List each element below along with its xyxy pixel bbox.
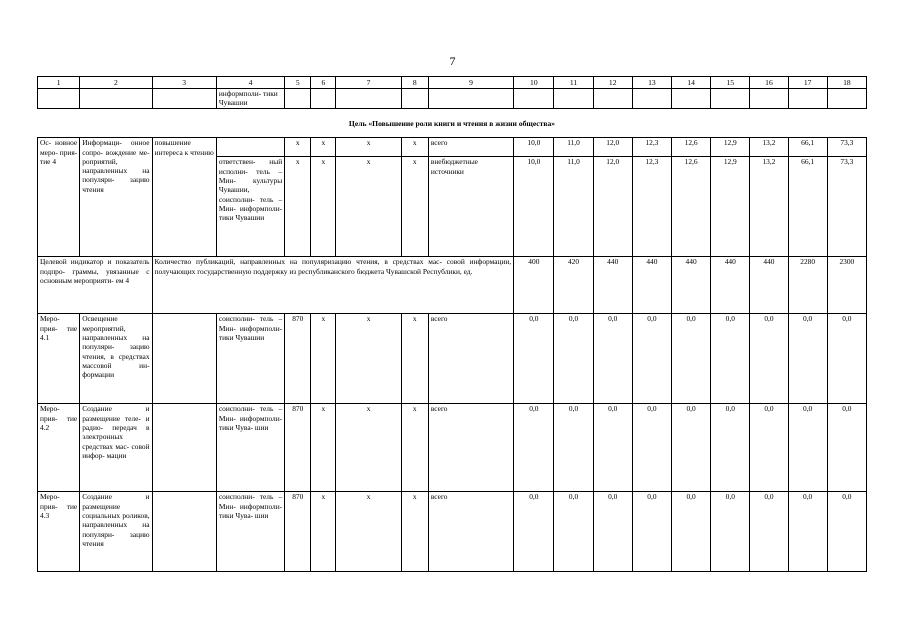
measure-label: Меро- прия- тие 4.3 [38, 492, 80, 572]
code-cell: x [311, 314, 336, 404]
value-cell: 0,0 [788, 404, 827, 492]
main-event-label: Ос- новное меро- прия- тие 4 [38, 138, 80, 257]
funding-source: всего [428, 492, 513, 572]
value-cell: 66,1 [788, 138, 827, 157]
code-cell: x [401, 404, 428, 492]
header-col: 7 [336, 77, 401, 89]
code-cell: 870 [285, 314, 311, 404]
indicator-value: 400 [514, 257, 554, 314]
indicator-value: 420 [554, 257, 593, 314]
measure-name: Освещение мероприятий, направленных на популяри- зацию чтения, в средствах массовой ин- формации [80, 314, 152, 404]
header-col: 9 [428, 77, 513, 89]
main-event-name: Информаци- онное сопро- вождение ме- роприятий, направленных на популяри- зацию чтения [80, 138, 152, 257]
measure-executor: соисполни- тель – Мин- информполи- тики Чува- шии [216, 492, 284, 572]
value-cell: 0,0 [672, 404, 711, 492]
header-col: 5 [285, 77, 311, 89]
value-cell: 12,0 [593, 157, 632, 257]
header-col: 4 [216, 77, 284, 89]
header-col: 8 [401, 77, 428, 89]
measure-row [38, 492, 867, 572]
funding-source: всего [428, 138, 513, 157]
value-cell: 13,2 [750, 138, 788, 157]
main-event-purpose: повышение интереса к чтению [152, 138, 216, 157]
indicator-label: Целевой индикатор и показатель подпро- граммы, увязанные с основным мероприяти- ем 4 [38, 257, 153, 314]
value-cell: 0,0 [554, 404, 593, 492]
indicator-value: 2280 [788, 257, 827, 314]
value-cell: 0,0 [593, 492, 632, 572]
header-col: 11 [554, 77, 593, 89]
header-col: 3 [152, 77, 216, 89]
code-cell: x [401, 314, 428, 404]
value-cell: 0,0 [554, 492, 593, 572]
measure-purpose [152, 404, 216, 492]
header-col: 17 [788, 77, 827, 89]
header-col: 15 [711, 77, 750, 89]
value-cell: 0,0 [750, 404, 788, 492]
value-cell: 0,0 [711, 492, 750, 572]
measure-executor: соисполни- тель – Мин- информполи- тики Чува- шии [216, 404, 284, 492]
code-cell: x [311, 492, 336, 572]
header-col: 1 [38, 77, 80, 89]
value-cell: 0,0 [711, 314, 750, 404]
value-cell: 0,0 [632, 314, 671, 404]
header-col: 14 [672, 77, 711, 89]
code-cell: 870 [285, 492, 311, 572]
code-cell: x [285, 157, 311, 257]
value-cell: 11,0 [554, 157, 593, 257]
indicator-value: 440 [593, 257, 632, 314]
value-cell: 73,3 [827, 157, 866, 257]
measure-name: Создание и размещение теле- и радио- передач в электронных средствах мас- совой инфор- мации [80, 404, 152, 492]
code-cell: x [336, 138, 401, 157]
value-cell: 0,0 [632, 492, 671, 572]
measure-executor: соисполни- тель – Мин- информполи- тики Чувашии [216, 314, 284, 404]
purpose-continuation [152, 157, 216, 257]
value-cell: 0,0 [672, 314, 711, 404]
header-col: 13 [632, 77, 671, 89]
code-cell: x [401, 138, 428, 157]
indicator-value: 440 [672, 257, 711, 314]
indicator-value: 440 [632, 257, 671, 314]
code-cell: x [311, 404, 336, 492]
value-cell: 10,0 [514, 157, 554, 257]
code-cell: x [336, 314, 401, 404]
value-cell: 0,0 [554, 314, 593, 404]
value-cell: 0,0 [827, 314, 866, 404]
header-row [38, 77, 867, 89]
header-col: 12 [593, 77, 632, 89]
code-cell: 870 [285, 404, 311, 492]
main-event-row-extrabudget [38, 157, 867, 257]
value-cell: 0,0 [750, 492, 788, 572]
value-cell: 12,6 [672, 138, 711, 157]
value-cell: 0,0 [632, 404, 671, 492]
indicator-value: 440 [711, 257, 750, 314]
header-col: 18 [827, 77, 866, 89]
goal-row [38, 109, 867, 138]
code-cell: x [401, 157, 428, 257]
indicator-value: 440 [750, 257, 788, 314]
header-col: 10 [514, 77, 554, 89]
code-cell: x [311, 157, 336, 257]
header-col: 16 [750, 77, 788, 89]
funding-source: всего [428, 404, 513, 492]
page-number: 7 [449, 54, 456, 68]
value-cell: 0,0 [788, 314, 827, 404]
main-event-executor: ответствен- ный исполни- тель – Мин- культуры Чувашии, соисполни- тель – Мин- информполи- тики Чувашии [216, 157, 284, 257]
header-col: 2 [80, 77, 152, 89]
indicator-text: Количество публикаций, направленных на популяризацию чтения, в средствах мас- совой информации, получающих государственную поддержку из республиканского бюджета Чувашской Республики, ед. [152, 257, 514, 314]
value-cell: 0,0 [514, 404, 554, 492]
continuation-executor: информполи- тики Чувашии [216, 89, 284, 109]
code-cell: x [336, 492, 401, 572]
measure-purpose [152, 314, 216, 404]
value-cell: 0,0 [593, 404, 632, 492]
code-cell: x [336, 157, 401, 257]
value-cell: 12,0 [593, 138, 632, 157]
value-cell: 66,1 [788, 157, 827, 257]
value-cell: 0,0 [514, 314, 554, 404]
value-cell: 12,3 [632, 157, 671, 257]
main-event-executor-empty [216, 138, 284, 157]
indicator-value: 2300 [827, 257, 866, 314]
measure-label: Меро- прия- тие 4.1 [38, 314, 80, 404]
funding-source: всего [428, 314, 513, 404]
value-cell: 0,0 [514, 492, 554, 572]
code-cell: x [336, 404, 401, 492]
funding-source: внебюджетные источники [428, 157, 513, 257]
value-cell: 11,0 [554, 138, 593, 157]
program-table [37, 76, 867, 572]
indicator-row [38, 257, 867, 314]
value-cell: 0,0 [827, 404, 866, 492]
value-cell: 0,0 [788, 492, 827, 572]
measure-label: Меро- прия- тие 4.2 [38, 404, 80, 492]
value-cell: 12,3 [632, 138, 671, 157]
value-cell: 73,3 [827, 138, 866, 157]
measure-row [38, 314, 867, 404]
value-cell: 10,0 [514, 138, 554, 157]
continuation-row [38, 89, 867, 109]
code-cell: x [401, 492, 428, 572]
value-cell: 0,0 [711, 404, 750, 492]
measure-name: Создание и размещение социальных роликов, направленных на популяри- зацию чтения [80, 492, 152, 572]
value-cell: 0,0 [593, 314, 632, 404]
measures-body [38, 314, 867, 572]
value-cell: 0,0 [750, 314, 788, 404]
header-col: 6 [311, 77, 336, 89]
code-cell: x [285, 138, 311, 157]
measure-row [38, 404, 867, 492]
value-cell: 12,6 [672, 157, 711, 257]
goal-title: Цель «Повышение роли книги и чтения в жизни общества» [38, 109, 867, 138]
value-cell: 12,9 [711, 157, 750, 257]
measure-purpose [152, 492, 216, 572]
value-cell: 13,2 [750, 157, 788, 257]
value-cell: 12,9 [711, 138, 750, 157]
value-cell: 0,0 [827, 492, 866, 572]
main-event-row-total [38, 138, 867, 157]
value-cell: 0,0 [672, 492, 711, 572]
code-cell: x [311, 138, 336, 157]
